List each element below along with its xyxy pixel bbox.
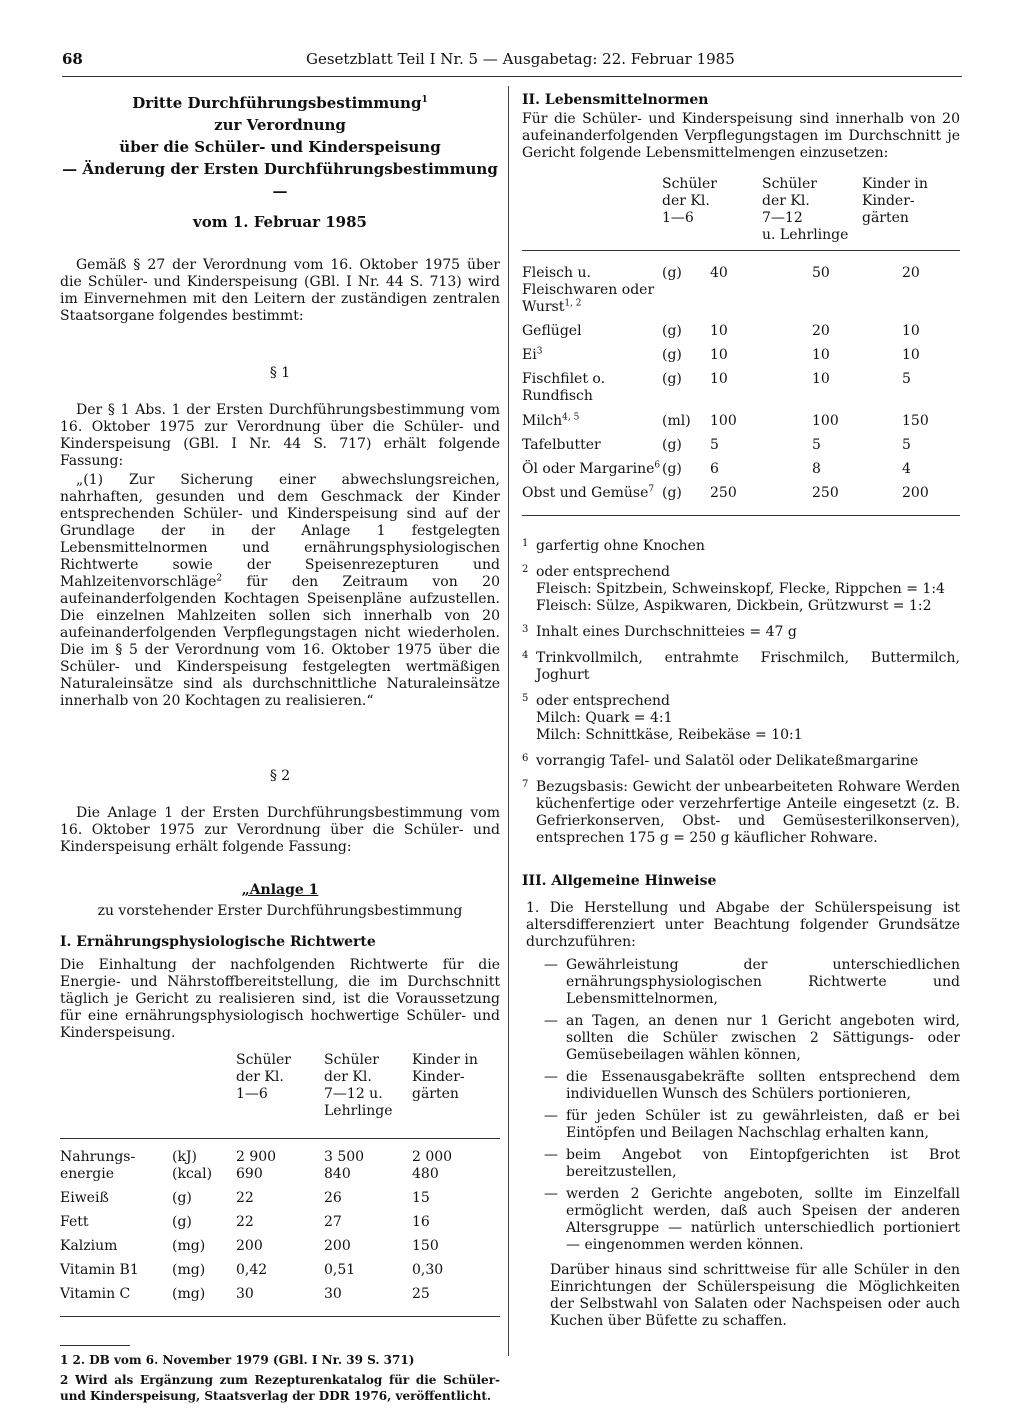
page-header (62, 50, 962, 74)
list-item: — an Tagen, an denen nur 1 Gericht angeboten wird, sollten die Schüler zwischen 2 Sättigungs- oder Gemüsebeilagen wählen können, (544, 1013, 960, 1063)
note-2: 2 oder entsprechend Fleisch: Spitzbein, Schweinskopf, Flecke, Rippchen = 1:4 Fleisch: Sülze, Aspikwaren, Dickbein, Grützwurst = 1:2 (522, 564, 945, 614)
s1-p2-part-b: für den Zeitraum von 20 aufeinanderfolgenden Kochtagen Speisenpläne aufzustellen. Die einzelnen Mahlzeiten sollen sich innerhalb von 20 aufeinanderfolgenden Verpflegungstagen nicht wiederholen. Die im § 5 der Verordnung vom 16. Oktober 1975 über die Schüler- und Kinderspeisung festgelegten wertmäßigen Naturaleinsätze sind als durchschnittliche Naturaleinsätze innerhalb von 20 Kochtagen zu realisieren.“ (60, 574, 500, 709)
right-column (522, 92, 960, 1330)
t2-head-2: Schüler der Kl. 7—12 u. Lehrlinge (762, 176, 849, 243)
footnote-rule (60, 1345, 130, 1346)
table-row: Vitamin B1 (mg) 0,42 0,51 0,30 (60, 1262, 444, 1278)
table-row: Vitamin C (mg) 30 30 25 (60, 1286, 430, 1302)
section-2-title: § 2 (269, 768, 291, 784)
table-row: Fischfilet o. Rundfisch (g) 10 10 5 (522, 371, 911, 404)
section-I-title: I. Ernährungsphysiologische Richtwerte (60, 934, 376, 950)
section-II-title: II. Lebensmittelnormen (522, 92, 709, 108)
table-row: Kalzium (mg) 200 200 150 (60, 1238, 439, 1254)
nutrition-table-body (60, 1149, 500, 1310)
table-row: Obst und Gemüse$^7$ (g) 250 250 200 (522, 484, 929, 501)
header-rule (62, 76, 962, 77)
section-I-paragraph: Die Einhaltung der nachfolgenden Richtwerte für die Energie- und Nährstoffbereitstellung, die im Durchschnitt täglich je Gericht zu realisieren sind, ist die Voraussetzung für eine ernährungsphysiologisch hochwertige Schüler- und Kinderspeisung. (60, 957, 500, 1041)
t1-head-3: Kinder in Kinder- gärten (412, 1052, 478, 1102)
closing-paragraph: Darüber hinaus sind schrittweise für alle Schüler in den Einrichtungen der Schülerspeisung die Möglichkeiten der Selbstwahl von Salaten oder Nachspeisen oder auch Kuchen über Büfette zu schaffen. (550, 1262, 960, 1329)
anlage-title: „Anlage 1 (241, 882, 319, 898)
heading-2: zur Verordnung (214, 116, 346, 134)
note-6: 6 vorrangig Tafel- und Salatöl oder Delikateßmargarine (522, 753, 919, 769)
page-number: 68 (62, 50, 83, 68)
note-5: 5 oder entsprechend Milch: Quark = 4:1 Milch: Schnittkäse, Reibekäse = 10:1 (522, 693, 803, 743)
food-table-body (522, 265, 960, 509)
footnote-1: 1 2. DB vom 6. November 1979 (GBl. I Nr. 39 S. 371) (60, 1353, 415, 1367)
heading-1: Dritte Durchführungsbestimmung (132, 94, 422, 112)
table-row: Fett (g) 22 27 16 (60, 1214, 430, 1230)
table-row: Ei$^3$ (g) 10 10 10 (522, 346, 920, 363)
note-7: 7 Bezugsbasis: Gewicht der unbearbeiteten Rohware Werden küchenfertige oder verzehrfertige Anteile eingesetzt (z. B. Gefrierkonserven, Obst- und Gemüsesterilkonserven), entsprechen 175 g = 250 g käuflicher Rohware. (522, 779, 960, 846)
note-3: 3 Inhalt eines Durchschnitteies = 47 g (522, 624, 797, 640)
table-row: Fleisch u. Fleischwaren oder Wurst$^{1, 2}$ (g) 40 50 20 (522, 265, 920, 315)
note-1: 1 garfertig ohne Knochen (522, 538, 705, 554)
food-norms-table (522, 176, 960, 516)
ordinance-date: vom 1. Februar 1985 (193, 213, 367, 231)
s1-p2-part-a: „(1) Zur Sicherung einer abwechslungsreichen, nahrhaften, gesunden und dem Geschmack der Kinder entsprechenden Schüler- und Kinderspeisung sind auf der Grundlage der in der Anlage 1 festgelegten Lebensmittelnormen und ernährungsphysiologischen Richtwerte sowie der Speisenrezepturen und Mahlzeitenvorschläge (60, 472, 500, 590)
t2-bottom-rule (522, 515, 960, 516)
section-II-paragraph: Für die Schüler- und Kinderspeisung sind innerhalb von 20 aufeinanderfolgenden Verpflegungstagen im Durchschnitt je Gericht folgende Lebensmittelmengen einzusetzen: (522, 111, 960, 161)
note-4: 4 Trinkvollmilch, entrahmte Frischmilch, Buttermilch, Joghurt (522, 650, 960, 683)
ordinance-title (60, 92, 500, 202)
table-row: energie (kcal) 690 840 480 (60, 1166, 439, 1182)
table-row: Geflügel (g) 10 20 10 (522, 323, 920, 339)
nutrition-table (60, 1052, 500, 1317)
t2-rule (522, 250, 960, 251)
food-table-head (522, 176, 960, 244)
nutrition-table-head (60, 1052, 500, 1120)
table-row: Öl oder Margarine$^6$ (g) 6 8 4 (522, 460, 911, 477)
t1-head-1: Schüler der Kl. 1—6 (236, 1052, 291, 1102)
list-item: — beim Angebot von Eintopfgerichten ist Brot bereitzustellen, (544, 1147, 960, 1180)
left-column (60, 92, 500, 1404)
t2-head-1: Schüler der Kl. 1—6 (662, 176, 717, 226)
section-III-title: III. Allgemeine Hinweise (522, 873, 717, 889)
table-row: Eiweiß (g) 22 26 15 (60, 1190, 430, 1206)
t1-rule (60, 1138, 500, 1139)
column-divider (508, 86, 509, 1356)
header-title: Gesetzblatt Teil I Nr. 5 — Ausgabetag: 22. Februar 1985 (306, 50, 735, 68)
anlage-subtitle: zu vorstehender Erster Durchführungsbestimmung (97, 903, 463, 919)
heading-3: über die Schüler- und Kinderspeisung (119, 138, 441, 156)
section-2-paragraph: Die Anlage 1 der Ersten Durchführungsbestimmung vom 16. Oktober 1975 zur Verordnung über die Schüler- und Kinderspeisung erhält folgende Fassung: (60, 805, 500, 855)
list-item: — werden 2 Gerichte angeboten, sollte im Einzelfall ermöglicht werden, daß auch Speisen der anderen Altersgruppe — natürlich unterschiedlich portioniert — eingenommen werden können. (544, 1186, 960, 1253)
s1-p2-sup: 2 (216, 573, 223, 584)
list-item: — die Essenausgabekräfte sollten entsprechend dem individuellen Wunsch des Schülers portionieren, (544, 1069, 960, 1102)
t1-bottom-rule (60, 1316, 500, 1317)
table-row: Milch$^{4, 5}$ (ml) 100 100 150 (522, 412, 929, 429)
section-III-item-1: 1. Die Herstellung und Abgabe der Schülerspeisung ist altersdifferenziert unter Beachtung folgender Grundsätze durchzuführen: (526, 900, 960, 950)
table-row: Tafelbutter (g) 5 5 5 (522, 437, 911, 453)
t2-head-3: Kinder in Kinder- gärten (862, 176, 928, 226)
food-notes (522, 538, 960, 847)
t1-head-2: Schüler der Kl. 7—12 u. Lehrlinge (324, 1052, 393, 1119)
intro-paragraph: Gemäß § 27 der Verordnung vom 16. Oktober 1975 über die Schüler- und Kinderspeisung (GBl. I Nr. 44 S. 713) wird im Einvernehmen mit den Leitern der zuständigen zentralen Staatsorgane folgendes bestimmt: (60, 257, 500, 324)
list-item: — Gewährleistung der unterschiedlichen ernährungsphysiologischen Richtwerte und Lebensmittelnormen, (544, 957, 960, 1007)
table-row: Nahrungs- (kJ) 2 900 3 500 2 000 (60, 1149, 453, 1165)
guideline-list (522, 957, 960, 1254)
section-1-paragraph-2 (60, 472, 500, 710)
footnote-2: 2 Wird als Ergänzung zum Rezepturenkatalog für die Schüler- und Kinderspeisung, Staatsverlag der DDR 1976, veröffentlicht. (60, 1373, 500, 1403)
heading-4: — Änderung der Ersten Durchführungsbestimmung — (62, 160, 498, 200)
heading-1-sup: 1 (421, 95, 428, 105)
list-item: — für jeden Schüler ist zu gewährleisten, daß er bei Eintöpfen und Beilagen Nachschlag erhalten kann, (544, 1108, 960, 1141)
section-1-title: § 1 (269, 365, 291, 381)
section-1-paragraph-1: Der § 1 Abs. 1 der Ersten Durchführungsbestimmung vom 16. Oktober 1975 zur Verordnung über die Schüler- und Kinderspeisung (GBl. I Nr. 44 S. 717) erhält folgende Fassung: (60, 402, 500, 469)
